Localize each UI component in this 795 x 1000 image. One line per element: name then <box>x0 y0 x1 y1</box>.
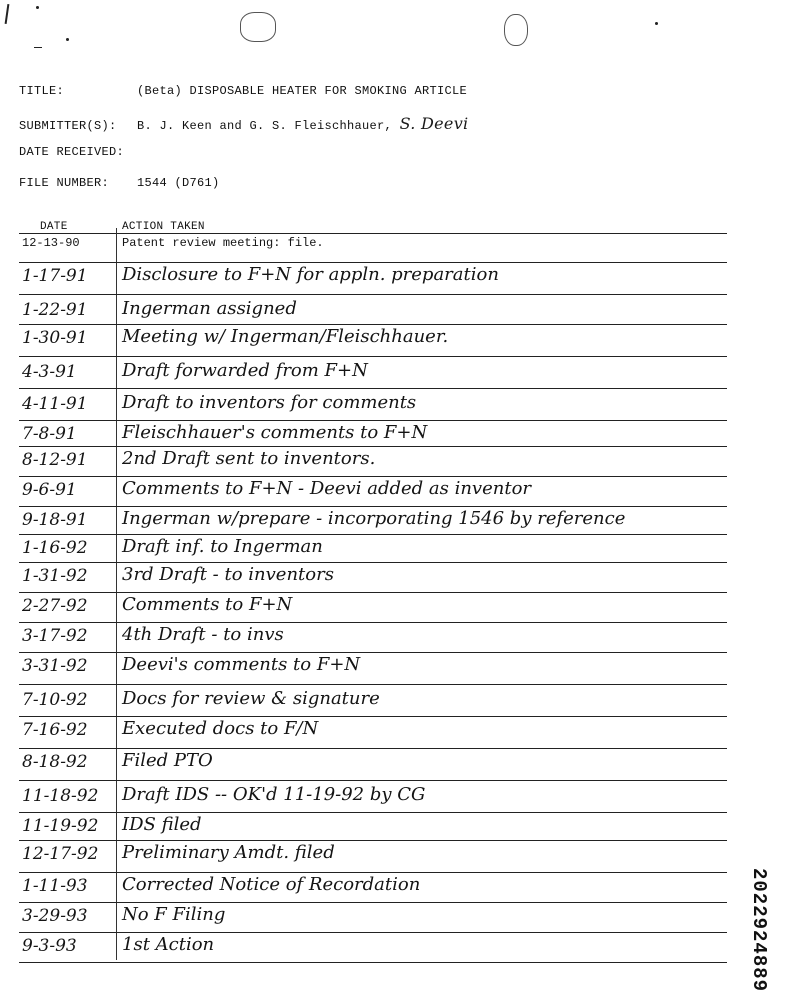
log-action: Comments to F+N - Deevi added as inventor <box>122 478 532 499</box>
log-action: 1st Action <box>122 934 215 955</box>
file-number-line <box>19 176 220 190</box>
log-action: Executed docs to F/N <box>122 718 319 739</box>
log-row-rule <box>19 622 727 623</box>
log-action: Patent review meeting: file. <box>122 236 324 250</box>
log-action: IDS filed <box>122 814 202 835</box>
log-date: 1-11-93 <box>22 876 88 896</box>
log-date: 8-12-91 <box>22 450 88 470</box>
log-row-rule <box>19 262 727 263</box>
log-row-rule <box>19 592 727 593</box>
log-row-rule <box>19 932 727 933</box>
log-row-rule <box>19 780 727 781</box>
log-action: Docs for review & signature <box>122 688 380 709</box>
log-date: 3-31-92 <box>22 656 88 676</box>
title-value: (Beta) DISPOSABLE HEATER FOR SMOKING ARTICLE <box>137 84 468 98</box>
date-received-line <box>19 145 137 159</box>
log-action: Draft IDS -- OK'd 11-19-92 by CG <box>122 784 426 805</box>
log-row-rule <box>19 652 727 653</box>
log-date: 12-13-90 <box>22 236 80 250</box>
log-date: 8-18-92 <box>22 752 88 772</box>
log-row-rule <box>19 420 727 421</box>
log-date: 4-3-91 <box>22 362 77 382</box>
action-column-header: ACTION TAKEN <box>122 221 205 233</box>
log-date: 1-31-92 <box>22 566 88 586</box>
log-row-rule <box>19 716 727 717</box>
log-action: Ingerman assigned <box>122 298 297 319</box>
title-label: TITLE: <box>19 84 65 98</box>
log-row-rule <box>19 840 727 841</box>
log-action: Ingerman w/prepare - incorporating 1546 by reference <box>122 508 626 529</box>
log-row-rule <box>19 684 727 685</box>
log-action: 2nd Draft sent to inventors. <box>122 448 376 469</box>
log-action: Corrected Notice of Recordation <box>122 874 421 895</box>
submitters-value: B. J. Keen and G. S. Fleischhauer, <box>137 119 393 133</box>
log-date: 7-8-91 <box>22 424 77 444</box>
scan-mark <box>5 4 10 24</box>
log-action: Preliminary Amdt. filed <box>122 842 335 863</box>
log-date: 1-17-91 <box>22 266 88 286</box>
log-row-rule <box>19 902 727 903</box>
date-received-label: DATE RECEIVED: <box>19 145 125 159</box>
log-date: 11-19-92 <box>22 816 99 836</box>
log-date: 1-16-92 <box>22 538 88 558</box>
log-action: Fleischhauer's comments to F+N <box>122 422 428 443</box>
hole-punch-mark <box>504 14 528 46</box>
log-row-rule <box>19 388 727 389</box>
log-action: Comments to F+N <box>122 594 293 615</box>
bates-number: 2022924889 <box>748 868 770 993</box>
log-row-rule <box>19 446 727 447</box>
log-action: Draft to inventors for comments <box>122 392 417 413</box>
log-row-rule <box>19 872 727 873</box>
log-action: Disclosure to F+N for appln. preparation <box>122 264 499 285</box>
log-date: 3-29-93 <box>22 906 88 926</box>
log-date: 7-16-92 <box>22 720 88 740</box>
log-row-rule <box>19 962 727 963</box>
log-date: 4-11-91 <box>22 394 88 414</box>
log-row-rule <box>19 534 727 535</box>
log-action: Draft forwarded from F+N <box>122 360 368 381</box>
log-row-rule <box>19 356 727 357</box>
log-date: 7-10-92 <box>22 690 88 710</box>
log-date: 9-6-91 <box>22 480 77 500</box>
file-number-label: FILE NUMBER: <box>19 176 110 190</box>
file-number-value: 1544 (D761) <box>137 176 220 190</box>
log-action: Deevi's comments to F+N <box>122 654 361 675</box>
log-action: 3rd Draft - to inventors <box>122 564 334 585</box>
log-row-rule <box>19 476 727 477</box>
log-date: 2-27-92 <box>22 596 88 616</box>
log-date: 1-30-91 <box>22 328 88 348</box>
title-line <box>19 84 467 98</box>
hole-punch-mark <box>240 12 276 42</box>
log-date: 9-3-93 <box>22 936 77 956</box>
scan-mark <box>655 22 658 25</box>
submitters-label: SUBMITTER(S): <box>19 119 117 133</box>
log-action: Meeting w/ Ingerman/Fleischhauer. <box>122 326 449 347</box>
log-date: 11-18-92 <box>22 786 99 806</box>
log-action: No F Filing <box>122 904 226 925</box>
scan-mark <box>36 6 39 9</box>
log-action: Draft inf. to Ingerman <box>122 536 323 557</box>
log-date: 3-17-92 <box>22 626 88 646</box>
scan-mark <box>66 38 69 41</box>
submitter-handwritten-name: S. Deevi <box>399 114 469 133</box>
log-row-rule <box>19 294 727 295</box>
log-row-rule <box>19 748 727 749</box>
scan-mark <box>34 47 42 48</box>
header-rule <box>19 233 727 234</box>
log-action: 4th Draft - to invs <box>122 624 284 645</box>
log-row-rule <box>19 506 727 507</box>
log-action: Filed PTO <box>122 750 213 771</box>
log-row-rule <box>19 812 727 813</box>
log-row-rule <box>19 324 727 325</box>
log-date: 9-18-91 <box>22 510 88 530</box>
column-divider <box>116 228 117 960</box>
date-column-header: DATE <box>40 221 68 233</box>
log-date: 1-22-91 <box>22 300 88 320</box>
log-row-rule <box>19 562 727 563</box>
log-date: 12-17-92 <box>22 844 99 864</box>
submitters-line <box>19 114 468 133</box>
